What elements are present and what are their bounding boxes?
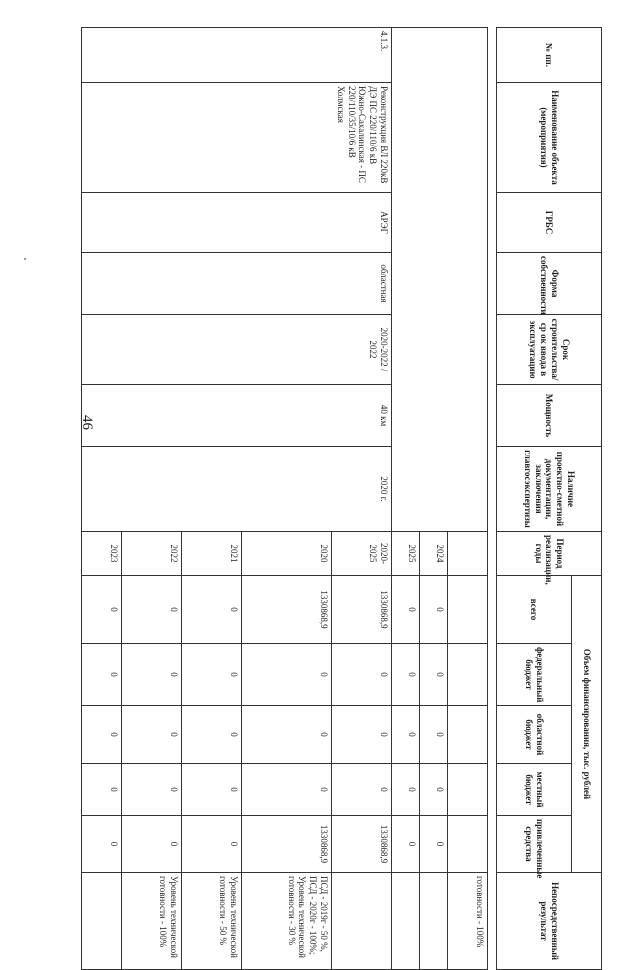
cell-regional: 0: [242, 706, 332, 764]
header-local: местный бюджет: [497, 764, 572, 816]
item-psd: 2020 г.: [82, 447, 392, 532]
cell-local: 0: [332, 764, 392, 816]
cell-federal: 0: [122, 644, 182, 706]
cell-result: [420, 873, 448, 970]
table-row: [448, 28, 488, 970]
cell-period: 2021: [182, 532, 242, 576]
header-result: Непосредственный результат: [497, 873, 602, 970]
cell-local: 0: [242, 764, 332, 816]
cell-period: 2024: [420, 532, 448, 576]
header-total: всего: [497, 576, 572, 644]
cell-period: 2020: [242, 532, 332, 576]
cell-period: 2020-2025: [332, 532, 392, 576]
cell-total: 1330868,9: [242, 576, 332, 644]
cell-total: 0: [420, 576, 448, 644]
page-number: 46: [79, 415, 95, 430]
cell-federal: 0: [182, 644, 242, 706]
item-term: 2020-2022 / 2022: [82, 315, 392, 385]
item-ownership: областная: [82, 253, 392, 315]
cell-result: [332, 873, 392, 970]
cell-result: ПСД - 2019г - 50 %, ПСД - 2020г - 100%; Уровень технической готовности - 30 %: [242, 873, 332, 970]
cell-federal: 0: [392, 644, 420, 706]
cell-federal: 0: [82, 644, 122, 706]
cell-period: [448, 532, 488, 576]
cell-local: 0: [82, 764, 122, 816]
header-term: Срок строительства/ср ок ввода в эксплуатацию: [497, 315, 602, 385]
header-period: Период реализации, годы: [497, 532, 602, 576]
cell-local: 0: [182, 764, 242, 816]
header-grbs: ГРБС: [497, 193, 602, 253]
header-no: № пп.: [497, 28, 602, 83]
cell-local: [448, 764, 488, 816]
cell-total: 0: [392, 576, 420, 644]
cell-total: [448, 576, 488, 644]
header-row: [572, 28, 602, 970]
cell-result: [392, 873, 420, 970]
item-name: Реконструкция ВЛ 220кВ ДЭ ПС 220/110/6 кВ Южно-Сахалинская - ПС 220/110/35/10/6 кВ Холмская: [82, 83, 392, 193]
cell-local: 0: [392, 764, 420, 816]
table-row: [332, 28, 392, 970]
cell-attracted: 1330868,9: [242, 816, 332, 873]
cell-total: 0: [122, 576, 182, 644]
gap-row: [488, 28, 497, 970]
cell-attracted: 0: [122, 816, 182, 873]
cell-attracted: 0: [420, 816, 448, 873]
cell-regional: 0: [392, 706, 420, 764]
header-psd: Наличие проектно-сметной документации, заключения главгосэкспертизы: [497, 447, 602, 532]
cell-total: 1330868,9: [332, 576, 392, 644]
cell-attracted: 1330868,9: [332, 816, 392, 873]
item-grbs: АРЭГ: [82, 193, 392, 253]
rotated-table-wrapper: [109, 27, 602, 961]
gap-cell: [488, 28, 497, 970]
cell-regional: 0: [420, 706, 448, 764]
cell-period: 2025: [392, 532, 420, 576]
cell-local: 0: [420, 764, 448, 816]
scan-dot: [24, 258, 26, 260]
header-funding: Объем финансирования, тыс. рублей: [572, 576, 602, 873]
item-no: 4.1.3.: [82, 28, 392, 83]
cell-total: 0: [182, 576, 242, 644]
cell-attracted: 0: [82, 816, 122, 873]
cell-regional: [448, 706, 488, 764]
header-ownership: Форма собственности: [497, 253, 602, 315]
cell-result: готовности - 100%: [448, 873, 488, 970]
cell-result: Уровень технической готовности - 100%: [122, 873, 182, 970]
document-sheet: [109, 27, 602, 961]
header-name: Наименование объекта (мероприятия): [497, 83, 602, 193]
cell-result: [82, 873, 122, 970]
cell-attracted: [448, 816, 488, 873]
cell-federal: 0: [420, 644, 448, 706]
top-blank-cell: [392, 28, 488, 532]
header-federal: федеральный бюджет: [497, 644, 572, 706]
cell-federal: 0: [332, 644, 392, 706]
cell-local: 0: [122, 764, 182, 816]
cell-attracted: 0: [392, 816, 420, 873]
cell-period: 2022: [122, 532, 182, 576]
cell-federal: 0: [242, 644, 332, 706]
cell-federal: [448, 644, 488, 706]
cell-total: 0: [82, 576, 122, 644]
funding-table: [81, 27, 602, 970]
item-power: 40 км: [82, 385, 392, 447]
cell-result: Уровень технической готовности - 50 %: [182, 873, 242, 970]
header-attracted: привлеченные средства: [497, 816, 572, 873]
cell-regional: 0: [182, 706, 242, 764]
cell-regional: 0: [82, 706, 122, 764]
header-power: Мощность: [497, 385, 602, 447]
cell-regional: 0: [122, 706, 182, 764]
cell-period: 2023: [82, 532, 122, 576]
header-regional: областной бюджет: [497, 706, 572, 764]
cell-attracted: 0: [182, 816, 242, 873]
cell-regional: 0: [332, 706, 392, 764]
